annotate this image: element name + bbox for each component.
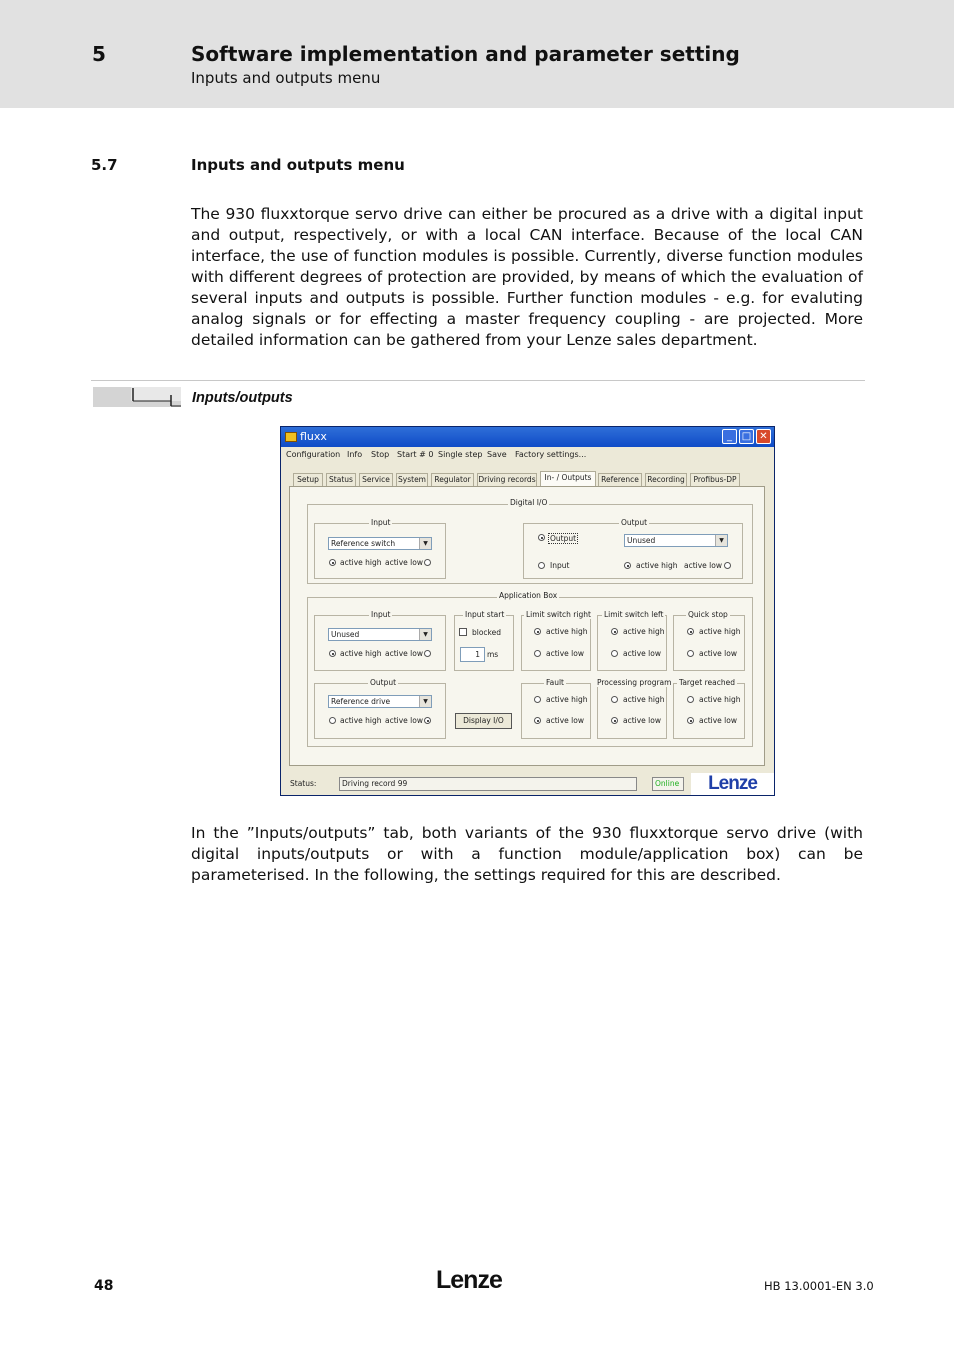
blocked-checkbox[interactable]	[459, 628, 467, 636]
lsl-active-high-radio[interactable]	[611, 628, 618, 635]
tab-setup[interactable]: Setup	[293, 473, 323, 486]
dio-input-active-low-radio[interactable]	[424, 559, 431, 566]
fault-active-low-label: active low	[546, 716, 584, 725]
input-start-value[interactable]: 1	[460, 647, 485, 662]
dio-output-mode-output-radio[interactable]	[538, 534, 545, 541]
in-outputs-panel	[289, 486, 765, 766]
chevron-down-icon: ▼	[715, 535, 727, 546]
pp-active-high-radio[interactable]	[611, 696, 618, 703]
pp-active-low-radio[interactable]	[611, 717, 618, 724]
ab-output-group	[314, 683, 446, 739]
ab-input-active-high-label: active high	[340, 649, 382, 658]
dio-output-active-low-label: active low	[684, 561, 722, 570]
fault-active-high-label: active high	[546, 695, 588, 704]
dio-output-select-value: Unused	[627, 536, 656, 545]
tab-reference[interactable]: Reference	[598, 473, 642, 486]
fault-active-high-radio[interactable]	[534, 696, 541, 703]
tr-active-low-label: active low	[699, 716, 737, 725]
ab-output-label: Output	[370, 678, 397, 687]
menu-single-step[interactable]: Single step	[438, 450, 483, 459]
chevron-down-icon: ▼	[419, 538, 431, 549]
menu-start[interactable]: Start # 0	[397, 450, 434, 459]
quick-stop-group	[673, 615, 745, 671]
dio-output-mode-input-label: Input	[550, 561, 570, 570]
tab-in-outputs[interactable]: In- / Outputs	[540, 471, 596, 486]
application-box-label: Application Box	[499, 591, 558, 600]
fault-label: Fault	[546, 678, 564, 687]
page-number: 48	[94, 1278, 114, 1294]
lsr-active-low-label: active low	[546, 649, 584, 658]
lsl-active-high-label: active high	[623, 627, 665, 636]
tab-regulator[interactable]: Regulator	[431, 473, 474, 486]
qs-active-high-label: active high	[699, 627, 741, 636]
input-start-group	[454, 615, 514, 671]
processing-program-label: Processing program	[597, 678, 672, 687]
window-title: fluxx	[300, 430, 327, 443]
ab-output-active-high-label: active high	[340, 716, 382, 725]
menu-save[interactable]: Save	[487, 450, 507, 459]
dio-output-mode-output-label: Output	[550, 534, 577, 543]
dio-output-label: Output	[621, 518, 648, 527]
dio-output-mode-input-radio[interactable]	[538, 562, 545, 569]
dio-output-select[interactable]	[624, 534, 728, 547]
lsr-active-low-radio[interactable]	[534, 650, 541, 657]
dio-input-group	[314, 523, 446, 579]
qs-active-high-radio[interactable]	[687, 628, 694, 635]
ab-output-active-low-radio[interactable]	[424, 717, 431, 724]
menu-configuration[interactable]: Configuration	[286, 450, 341, 459]
ab-input-select-value: Unused	[331, 630, 360, 639]
limit-switch-left-label: Limit switch left	[604, 610, 664, 619]
divider	[91, 380, 865, 381]
chapter-subtitle: Inputs and outputs menu	[191, 69, 381, 87]
dio-output-group	[523, 523, 743, 579]
dio-output-active-low-radio[interactable]	[724, 562, 731, 569]
ab-input-active-low-label: active low	[385, 649, 423, 658]
tab-strip	[291, 471, 761, 486]
minimize-button[interactable]: _	[722, 429, 737, 444]
figure-marker-icon	[93, 387, 181, 407]
app-icon	[285, 432, 297, 442]
ab-input-group	[314, 615, 446, 671]
title-bar	[281, 427, 774, 447]
ab-input-label: Input	[371, 610, 391, 619]
menu-stop[interactable]: Stop	[371, 450, 390, 459]
dio-output-active-high-label: active high	[636, 561, 678, 570]
dio-input-active-high-label: active high	[340, 558, 382, 567]
section-title: Inputs and outputs menu	[191, 156, 405, 174]
ab-output-active-high-radio[interactable]	[329, 717, 336, 724]
dio-input-label: Input	[371, 518, 391, 527]
maximize-button[interactable]: □	[739, 429, 754, 444]
chevron-down-icon: ▼	[419, 696, 431, 707]
target-reached-group	[673, 683, 745, 739]
lsr-active-high-label: active high	[546, 627, 588, 636]
connection-status: Online	[652, 777, 684, 791]
pp-active-low-label: active low	[623, 716, 661, 725]
pp-active-high-label: active high	[623, 695, 665, 704]
ab-output-select-value: Reference drive	[331, 697, 391, 706]
body-paragraph-2: In the ”Inputs/outputs” tab, both variants of the 930 fluxxtorque servo drive (with digital inputs/outputs or with a function module/application box) can be parameterised. In the following, the settings required for this are described.	[191, 824, 863, 884]
target-reached-label: Target reached	[679, 678, 735, 687]
chevron-down-icon: ▼	[419, 629, 431, 640]
body-paragraph: The 930 fluxxtorque servo drive can either be procured as a drive with a digital input and output, respectively, or with a local CAN interface. Because of the local CAN interface, the use of function modules is possible. Currently, diverse function modules with different degrees of protection are provided, by means of which the evaluation of several inputs and outputs is possible. Further function modules - e.g. for evaluting analog signals or for effecting a master frequency coupling - are projected. More detailed information can be gathered from your Lenze sales department.	[191, 205, 863, 349]
chapter-number: 5	[92, 42, 106, 66]
figure-caption: Inputs/outputs	[192, 390, 293, 406]
limit-switch-right-label: Limit switch right	[526, 610, 591, 619]
display-io-button[interactable]: Display I/O	[455, 713, 512, 729]
section-number: 5.7	[91, 156, 118, 174]
tr-active-high-radio[interactable]	[687, 696, 694, 703]
limit-switch-left-group	[597, 615, 667, 671]
lsr-active-high-radio[interactable]	[534, 628, 541, 635]
chapter-title: Software implementation and parameter setting	[191, 42, 740, 66]
status-label: Status:	[290, 779, 317, 788]
dio-output-active-high-radio[interactable]	[624, 562, 631, 569]
ab-output-active-low-label: active low	[385, 716, 423, 725]
lenze-logo: Lenze	[691, 773, 774, 795]
ab-output-select[interactable]	[328, 695, 432, 708]
dio-input-select[interactable]	[328, 537, 432, 550]
input-start-unit: ms	[487, 650, 499, 659]
dio-input-active-high-radio[interactable]	[329, 559, 336, 566]
qs-active-low-radio[interactable]	[687, 650, 694, 657]
tab-profibus-dp[interactable]: Profibus-DP	[690, 473, 740, 486]
lsl-active-low-radio[interactable]	[611, 650, 618, 657]
tab-recording[interactable]: Recording	[645, 473, 687, 486]
tab-system[interactable]: System	[396, 473, 428, 486]
ab-input-active-low-radio[interactable]	[424, 650, 431, 657]
ab-input-select[interactable]	[328, 628, 432, 641]
dio-input-select-value: Reference switch	[331, 539, 396, 548]
document-code: HB 13.0001-EN 3.0	[764, 1279, 874, 1293]
tab-status[interactable]: Status	[326, 473, 356, 486]
input-start-label: Input start	[465, 610, 505, 619]
lsl-active-low-label: active low	[623, 649, 661, 658]
tr-active-low-radio[interactable]	[687, 717, 694, 724]
menu-factory-settings[interactable]: Factory settings...	[515, 450, 587, 459]
app-window	[280, 426, 775, 796]
ab-input-active-high-radio[interactable]	[329, 650, 336, 657]
dio-input-active-low-label: active low	[385, 558, 423, 567]
tab-driving-records[interactable]: Driving records	[478, 475, 536, 484]
limit-switch-right-group	[521, 615, 591, 671]
fault-active-low-radio[interactable]	[534, 717, 541, 724]
digital-io-label: Digital I/O	[510, 498, 548, 507]
footer-logo: Lenze	[436, 1266, 502, 1294]
tab-service[interactable]: Service	[359, 473, 393, 486]
quick-stop-label: Quick stop	[688, 610, 728, 619]
blocked-label: blocked	[472, 628, 502, 637]
qs-active-low-label: active low	[699, 649, 737, 658]
tr-active-high-label: active high	[699, 695, 741, 704]
menu-bar	[281, 448, 774, 462]
processing-program-group	[597, 683, 667, 739]
fault-group	[521, 683, 591, 739]
close-button[interactable]: ✕	[756, 429, 771, 444]
status-value: Driving record 99	[339, 777, 637, 791]
menu-info[interactable]: Info	[347, 450, 363, 459]
